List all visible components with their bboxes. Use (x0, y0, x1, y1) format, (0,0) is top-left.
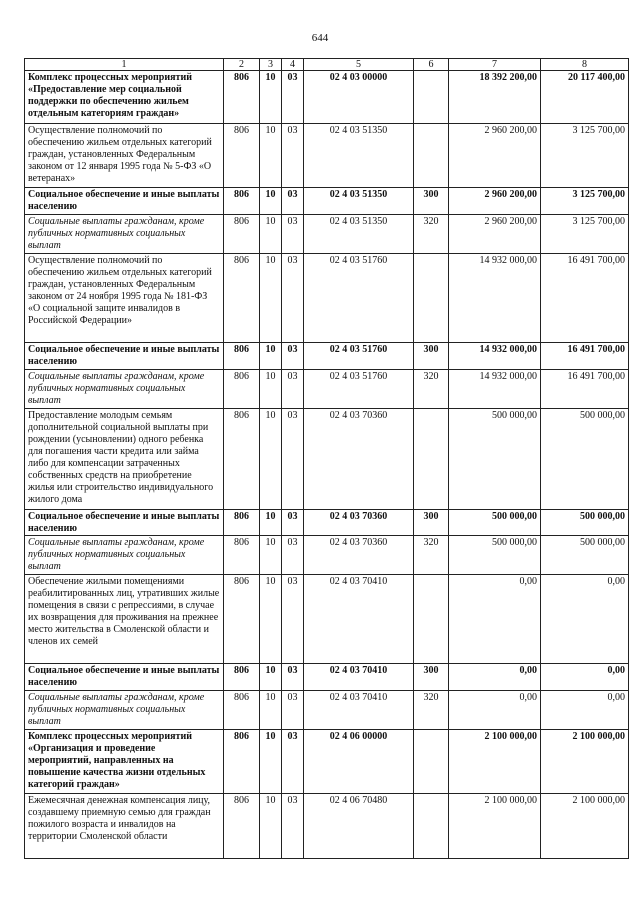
row-name-cell: Осуществление полномочий по обеспечению жильем отдельных категорий граждан, установленных Федеральным законом от 12 января 1995 года № 5-ФЗ «О ветеранах» (25, 124, 224, 188)
target-article-cell: 02 4 03 70360 (304, 409, 414, 510)
subsection-cell: 03 (282, 730, 304, 794)
amount-year1-cell: 2 960 200,00 (449, 124, 541, 188)
amount-year1-cell: 2 960 200,00 (449, 188, 541, 215)
amount-year2-cell: 20 117 400,00 (541, 71, 629, 124)
section-cell: 10 (260, 124, 282, 188)
section-cell: 10 (260, 510, 282, 536)
table-row (25, 409, 629, 510)
expense-type-cell (414, 794, 449, 859)
table-row (25, 664, 629, 691)
amount-year1-cell: 2 960 200,00 (449, 215, 541, 254)
target-article-cell: 02 4 03 51760 (304, 343, 414, 370)
expense-type-cell: 300 (414, 343, 449, 370)
row-name-cell: Комплекс процессных мероприятий «Организация и проведение мероприятий, направленных на повышение качества жизни отдельных категорий граждан» (25, 730, 224, 794)
amount-year2-cell: 16 491 700,00 (541, 254, 629, 343)
subsection-cell: 03 (282, 215, 304, 254)
section-cell: 10 (260, 71, 282, 124)
admin-code-cell: 806 (224, 370, 260, 409)
subsection-cell: 03 (282, 71, 304, 124)
row-name-cell: Ежемесячная денежная компенсация лицу, создавшему приемную семью для граждан пожилого возраста и инвалидов на территории Смоленской области (25, 794, 224, 859)
header-cell: 1 (25, 59, 224, 71)
subsection-cell: 03 (282, 794, 304, 859)
subsection-cell: 03 (282, 664, 304, 691)
admin-code-cell: 806 (224, 664, 260, 691)
admin-code-cell: 806 (224, 409, 260, 510)
amount-year1-cell: 14 932 000,00 (449, 254, 541, 343)
row-name-cell: Социальное обеспечение и иные выплаты населению (25, 343, 224, 370)
target-article-cell: 02 4 03 70360 (304, 536, 414, 575)
section-cell: 10 (260, 343, 282, 370)
section-cell: 10 (260, 730, 282, 794)
amount-year1-cell: 2 100 000,00 (449, 794, 541, 859)
target-article-cell: 02 4 03 51350 (304, 188, 414, 215)
target-article-cell: 02 4 03 70410 (304, 691, 414, 730)
amount-year1-cell: 500 000,00 (449, 510, 541, 536)
expense-type-cell: 320 (414, 215, 449, 254)
section-cell: 10 (260, 370, 282, 409)
expense-type-cell (414, 575, 449, 664)
subsection-cell: 03 (282, 343, 304, 370)
subsection-cell: 03 (282, 691, 304, 730)
amount-year2-cell: 0,00 (541, 575, 629, 664)
target-article-cell: 02 4 06 70480 (304, 794, 414, 859)
expense-type-cell (414, 409, 449, 510)
expense-type-cell: 320 (414, 536, 449, 575)
amount-year1-cell: 14 932 000,00 (449, 343, 541, 370)
subsection-cell: 03 (282, 536, 304, 575)
header-cell: 2 (224, 59, 260, 71)
section-cell: 10 (260, 664, 282, 691)
section-cell: 10 (260, 794, 282, 859)
header-cell: 7 (449, 59, 541, 71)
admin-code-cell: 806 (224, 794, 260, 859)
subsection-cell: 03 (282, 254, 304, 343)
page-number: 644 (311, 32, 329, 44)
expense-type-cell: 320 (414, 691, 449, 730)
admin-code-cell: 806 (224, 215, 260, 254)
row-name-cell: Социальные выплаты гражданам, кроме публичных нормативных социальных выплат (25, 370, 224, 409)
amount-year2-cell: 3 125 700,00 (541, 124, 629, 188)
amount-year2-cell: 0,00 (541, 691, 629, 730)
subsection-cell: 03 (282, 575, 304, 664)
target-article-cell: 02 4 03 51350 (304, 215, 414, 254)
expense-type-cell (414, 71, 449, 124)
expense-type-cell: 300 (414, 188, 449, 215)
amount-year2-cell: 500 000,00 (541, 510, 629, 536)
table-row (25, 510, 629, 536)
row-name-cell: Социальные выплаты гражданам, кроме публичных нормативных социальных выплат (25, 536, 224, 575)
table-row (25, 343, 629, 370)
row-name-cell: Комплекс процессных мероприятий «Предоставление мер социальной поддержки по обеспечению жильем отдельным категориям граждан» (25, 71, 224, 124)
expense-type-cell (414, 254, 449, 343)
amount-year2-cell: 2 100 000,00 (541, 730, 629, 794)
amount-year2-cell: 500 000,00 (541, 536, 629, 575)
header-cell: 6 (414, 59, 449, 71)
amount-year2-cell: 2 100 000,00 (541, 794, 629, 859)
admin-code-cell: 806 (224, 730, 260, 794)
amount-year1-cell: 18 392 200,00 (449, 71, 541, 124)
amount-year2-cell: 500 000,00 (541, 409, 629, 510)
table-row (25, 370, 629, 409)
amount-year2-cell: 3 125 700,00 (541, 188, 629, 215)
row-name-cell: Социальные выплаты гражданам, кроме публичных нормативных социальных выплат (25, 691, 224, 730)
section-cell: 10 (260, 188, 282, 215)
table-row (25, 794, 629, 859)
table-row (25, 188, 629, 215)
table-row (25, 536, 629, 575)
section-cell: 10 (260, 409, 282, 510)
amount-year1-cell: 0,00 (449, 691, 541, 730)
admin-code-cell: 806 (224, 124, 260, 188)
row-name-cell: Социальное обеспечение и иные выплаты населению (25, 188, 224, 215)
header-row (25, 59, 629, 71)
admin-code-cell: 806 (224, 510, 260, 536)
amount-year2-cell: 16 491 700,00 (541, 343, 629, 370)
row-name-cell: Социальные выплаты гражданам, кроме публичных нормативных социальных выплат (25, 215, 224, 254)
subsection-cell: 03 (282, 188, 304, 215)
target-article-cell: 02 4 06 00000 (304, 730, 414, 794)
amount-year2-cell: 3 125 700,00 (541, 215, 629, 254)
expense-type-cell (414, 730, 449, 794)
target-article-cell: 02 4 03 70410 (304, 664, 414, 691)
target-article-cell: 02 4 03 51760 (304, 370, 414, 409)
admin-code-cell: 806 (224, 254, 260, 343)
amount-year1-cell: 500 000,00 (449, 409, 541, 510)
target-article-cell: 02 4 03 00000 (304, 71, 414, 124)
admin-code-cell: 806 (224, 188, 260, 215)
target-article-cell: 02 4 03 70410 (304, 575, 414, 664)
section-cell: 10 (260, 691, 282, 730)
row-name-cell: Социальное обеспечение и иные выплаты населению (25, 510, 224, 536)
header-cell: 3 (260, 59, 282, 71)
section-cell: 10 (260, 575, 282, 664)
amount-year1-cell: 500 000,00 (449, 536, 541, 575)
table-row (25, 124, 629, 188)
table-row (25, 71, 629, 124)
admin-code-cell: 806 (224, 691, 260, 730)
amount-year1-cell: 2 100 000,00 (449, 730, 541, 794)
table-row (25, 575, 629, 664)
row-name-cell: Обеспечение жилыми помещениями реабилитированных лиц, утративших жилые помещения в связи с репрессиями, в случае их возвращения для проживания на прежнее место жительства в Смоленской области и членов их семей (25, 575, 224, 664)
table-row (25, 730, 629, 794)
expense-type-cell: 320 (414, 370, 449, 409)
amount-year1-cell: 14 932 000,00 (449, 370, 541, 409)
subsection-cell: 03 (282, 510, 304, 536)
expense-type-cell (414, 124, 449, 188)
admin-code-cell: 806 (224, 536, 260, 575)
table-row (25, 254, 629, 343)
expense-type-cell: 300 (414, 664, 449, 691)
budget-table (24, 58, 629, 859)
section-cell: 10 (260, 254, 282, 343)
amount-year1-cell: 0,00 (449, 664, 541, 691)
table-body (25, 59, 629, 859)
header-cell: 4 (282, 59, 304, 71)
target-article-cell: 02 4 03 51760 (304, 254, 414, 343)
row-name-cell: Осуществление полномочий по обеспечению жильем отдельных категорий граждан, установленных Федеральным законом от 24 ноября 1995 года № 181-ФЗ «О социальной защите инвалидов в Российской Федерации» (25, 254, 224, 343)
section-cell: 10 (260, 215, 282, 254)
admin-code-cell: 806 (224, 71, 260, 124)
amount-year2-cell: 16 491 700,00 (541, 370, 629, 409)
subsection-cell: 03 (282, 409, 304, 510)
subsection-cell: 03 (282, 370, 304, 409)
amount-year2-cell: 0,00 (541, 664, 629, 691)
header-cell: 5 (304, 59, 414, 71)
header-cell: 8 (541, 59, 629, 71)
subsection-cell: 03 (282, 124, 304, 188)
amount-year1-cell: 0,00 (449, 575, 541, 664)
expense-type-cell: 300 (414, 510, 449, 536)
section-cell: 10 (260, 536, 282, 575)
target-article-cell: 02 4 03 70360 (304, 510, 414, 536)
table-row (25, 215, 629, 254)
table-row (25, 691, 629, 730)
target-article-cell: 02 4 03 51350 (304, 124, 414, 188)
row-name-cell: Социальное обеспечение и иные выплаты населению (25, 664, 224, 691)
admin-code-cell: 806 (224, 575, 260, 664)
admin-code-cell: 806 (224, 343, 260, 370)
row-name-cell: Предоставление молодым семьям дополнительной социальной выплаты при рождении (усыновлении) одного ребенка для погашения части кредита или займа либо для компенсации затраченных собственных средств на приобретение жилья или строительство индивидуального жилого дома (25, 409, 224, 510)
